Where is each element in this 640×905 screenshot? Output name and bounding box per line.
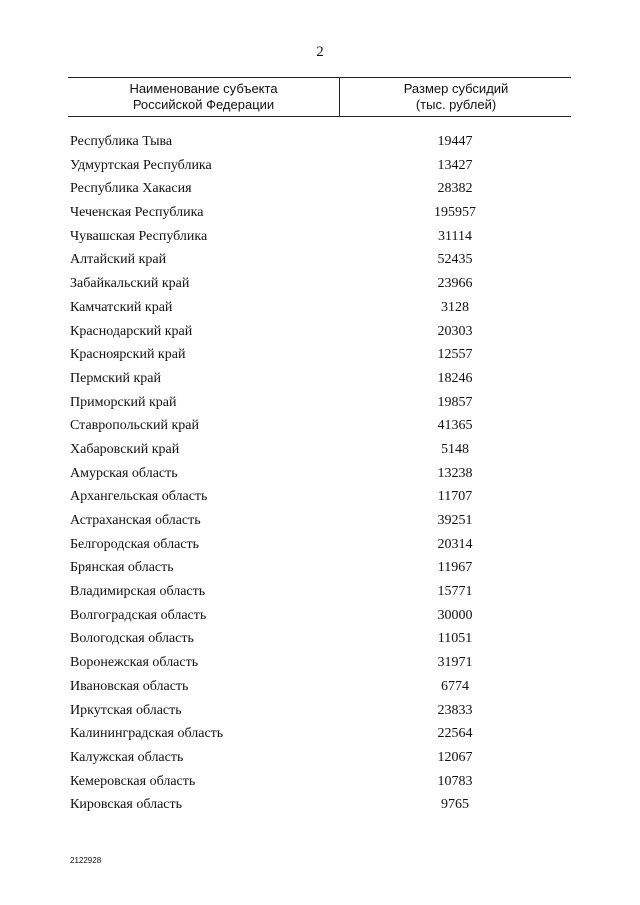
table-row — [70, 177, 570, 201]
subsidy-value: 13427 — [437, 157, 473, 173]
region-name: Пермский край — [70, 370, 161, 386]
region-name: Алтайский край — [70, 252, 167, 268]
region-name: Чеченская Республика — [70, 205, 204, 221]
subsidy-value: 12557 — [437, 347, 473, 363]
region-name: Брянская область — [70, 560, 174, 576]
table-row — [70, 391, 570, 415]
region-name: Архангельская область — [70, 489, 208, 505]
table-row — [70, 130, 570, 154]
table-row — [70, 462, 570, 486]
table-row — [70, 272, 570, 296]
table-row — [70, 367, 570, 391]
region-name: Ивановская область — [70, 678, 189, 694]
region-name: Краснодарский край — [70, 323, 193, 339]
subsidy-value: 3128 — [441, 299, 469, 315]
table-row — [70, 604, 570, 628]
region-name: Калужская область — [70, 749, 184, 765]
region-name: Республика Тыва — [70, 134, 173, 149]
region-name: Белгородская область — [70, 536, 200, 552]
region-name: Забайкальский край — [70, 276, 190, 292]
table-row — [70, 746, 570, 770]
subsidy-value: 6774 — [441, 678, 469, 694]
table-row — [70, 154, 570, 178]
header-subsidy-line1: Размер субсидий — [403, 81, 509, 96]
region-name: Чувашская Республика — [70, 228, 208, 244]
table-row — [70, 770, 570, 794]
table-row — [70, 438, 570, 462]
table-row — [70, 556, 570, 580]
header-subsidy-amount — [341, 78, 571, 116]
region-name: Иркутская область — [70, 702, 182, 718]
subsidy-value: 15771 — [437, 584, 473, 600]
subsidy-value: 39251 — [437, 513, 473, 528]
subsidy-value: 31971 — [437, 655, 473, 671]
table-row — [70, 580, 570, 604]
subsidy-value: 5148 — [441, 441, 469, 457]
table-row — [70, 675, 570, 699]
region-name: Волгоградская область — [70, 607, 207, 623]
document-code: 2122928 — [70, 856, 102, 865]
table-body — [70, 130, 570, 817]
subsidy-value: 20314 — [437, 536, 473, 552]
table-row — [70, 793, 570, 817]
region-name: Приморский край — [70, 394, 177, 410]
region-name: Хабаровский край — [70, 441, 180, 457]
subsidy-value: 11707 — [437, 489, 473, 505]
region-name: Кировская область — [70, 797, 183, 813]
table-header — [68, 77, 571, 117]
subsidy-value: 22564 — [437, 726, 473, 742]
region-name: Вологодская область — [70, 631, 194, 647]
region-name: Ставропольский край — [70, 418, 199, 434]
region-name: Воронежская область — [70, 655, 199, 671]
table-row — [70, 509, 570, 533]
table-row — [70, 343, 570, 367]
table-row — [70, 651, 570, 675]
header-region-name — [68, 78, 340, 116]
subsidy-value: 195957 — [434, 205, 476, 221]
region-name: Удмуртская Республика — [70, 157, 212, 173]
subsidy-value: 11051 — [437, 631, 473, 647]
region-name: Астраханская область — [70, 513, 201, 528]
subsidy-value: 28382 — [437, 181, 473, 197]
subsidy-value: 11967 — [437, 560, 473, 576]
region-name: Владимирская область — [70, 584, 206, 600]
subsidy-value: 52435 — [437, 252, 473, 268]
subsidy-value: 19857 — [437, 394, 473, 410]
region-name: Красноярский край — [70, 347, 186, 363]
header-subsidy-line2: (тыс. рублей) — [415, 97, 497, 112]
header-region-line1: Наименование субъекта — [129, 81, 278, 96]
page-number: 2 — [316, 44, 324, 60]
region-name: Калининградская область — [70, 726, 224, 742]
region-name: Камчатский край — [70, 299, 173, 315]
region-name: Кемеровская область — [70, 773, 196, 789]
table-row — [70, 699, 570, 723]
subsidy-value: 18246 — [437, 370, 473, 386]
region-name: Амурская область — [70, 465, 178, 481]
subsidy-value: 19447 — [437, 134, 473, 149]
table-row — [70, 201, 570, 225]
header-region-line2: Российской Федерации — [132, 97, 275, 112]
table-row — [70, 627, 570, 651]
table-row — [70, 248, 570, 272]
subsidy-value: 10783 — [437, 773, 473, 789]
region-name: Республика Хакасия — [70, 181, 192, 197]
table-row — [70, 414, 570, 438]
table-row — [70, 296, 570, 320]
table-row — [70, 320, 570, 344]
table-row — [70, 533, 570, 557]
subsidy-value: 23833 — [437, 702, 473, 718]
subsidy-value: 13238 — [437, 465, 473, 481]
subsidy-value: 20303 — [437, 323, 473, 339]
subsidy-value: 12067 — [437, 749, 473, 765]
subsidy-value: 23966 — [437, 276, 473, 292]
table-row — [70, 225, 570, 249]
subsidy-value: 31114 — [438, 228, 472, 244]
table-row — [70, 722, 570, 746]
subsidy-value: 9765 — [441, 797, 469, 813]
table-row — [70, 485, 570, 509]
subsidy-value: 30000 — [437, 607, 473, 623]
subsidy-value: 41365 — [437, 418, 473, 434]
